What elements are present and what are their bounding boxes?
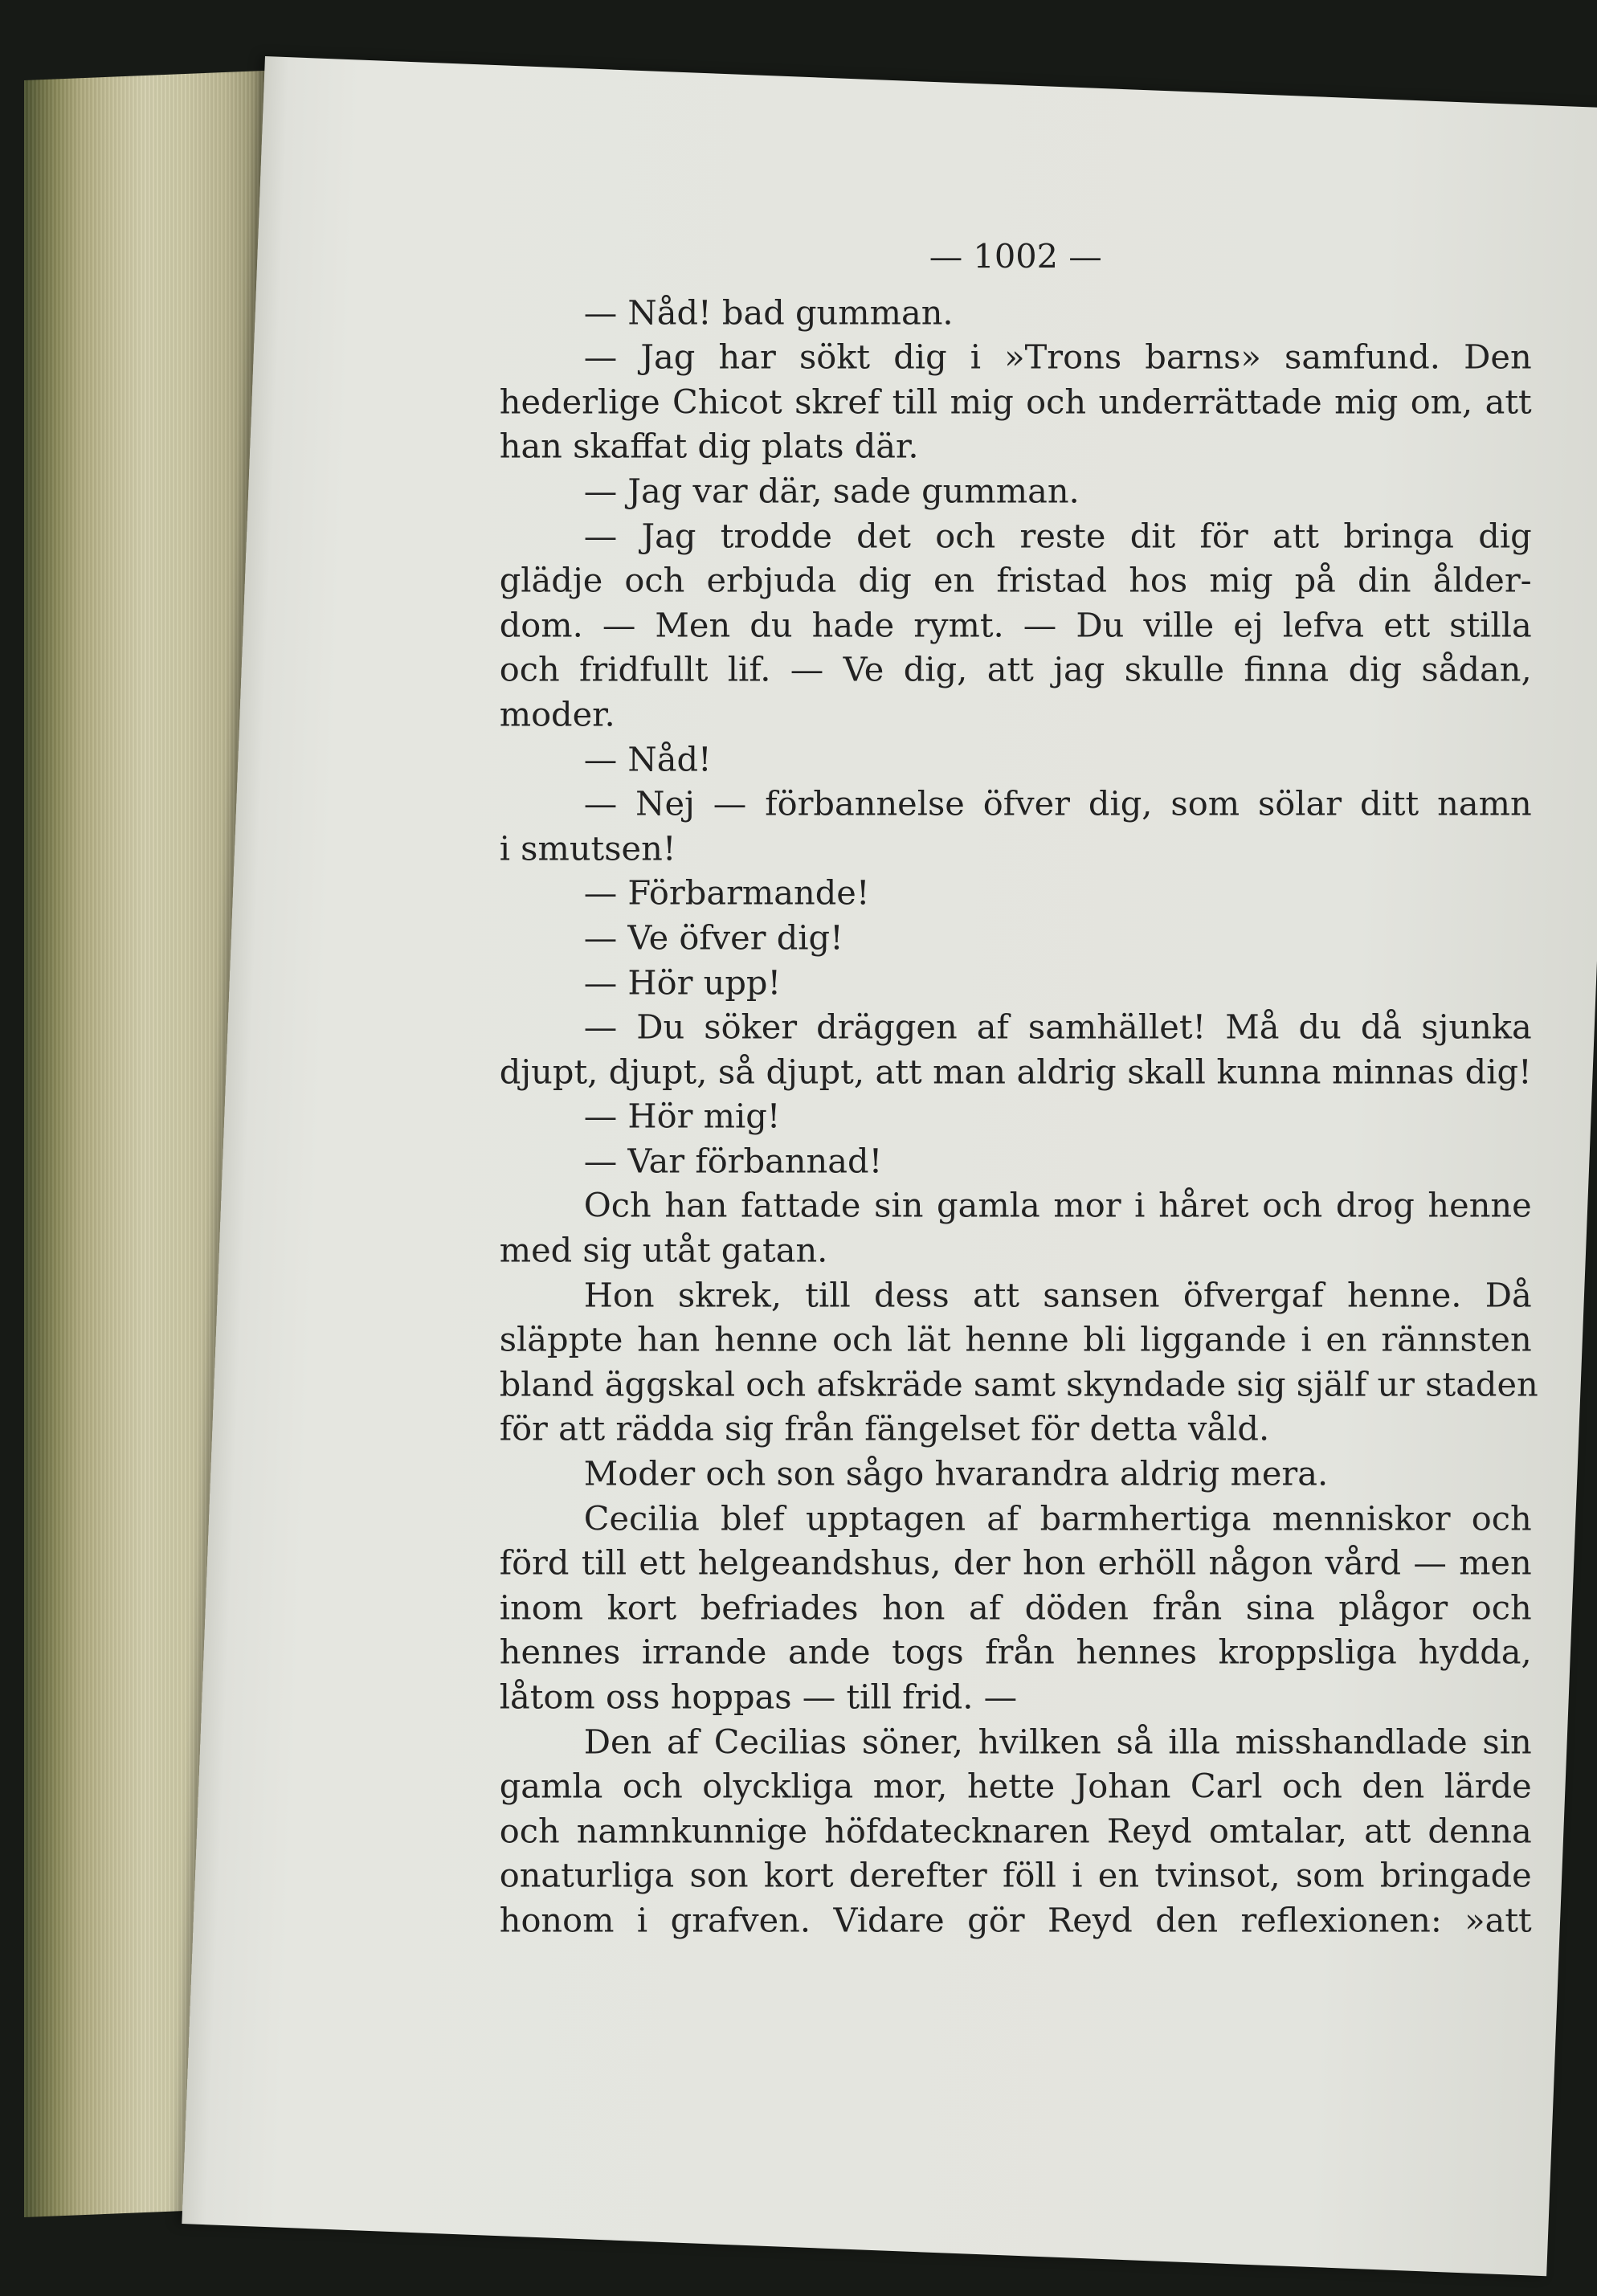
text-line: — Nej — förbannelse öfver dig, som sölar ditt namn bbox=[583, 783, 1532, 823]
text-line: — Var förbannad! bbox=[583, 1141, 883, 1181]
text-line: Och han fattade sin gamla mor i håret och drog henne bbox=[583, 1185, 1532, 1225]
text-line: djupt, djupt, så djupt, att man aldrig skall kunna minnas dig! bbox=[499, 1052, 1532, 1092]
text-line: Hon skrek, till dess att sansen öfvergaf henne. Då bbox=[583, 1275, 1532, 1315]
text-line: gamla och olyckliga mor, hette Johan Carl och den lärde bbox=[499, 1766, 1532, 1806]
text-line: han skaffat dig plats där. bbox=[499, 426, 919, 466]
text-line: — Ve öfver dig! bbox=[583, 917, 843, 958]
text-line: släppte han henne och lät henne bli liggande i en rännsten bbox=[499, 1319, 1532, 1359]
text-line: bland äggskal och afskräde samt skyndade sig själf ur staden bbox=[499, 1364, 1538, 1404]
text-line: — Nåd! bad gumman. bbox=[583, 292, 954, 332]
text-line: hederlige Chicot skref till mig och underrättade mig om, att bbox=[499, 382, 1532, 422]
text-line: glädje och erbjuda dig en fristad hos mig på din ålder- bbox=[499, 560, 1532, 600]
text-line: — Jag har sökt dig i »Trons barns» samfund. Den bbox=[583, 337, 1532, 377]
text-line: inom kort befriades hon af döden från sina plågor och bbox=[499, 1587, 1532, 1628]
text-line: honom i grafven. Vidare gör Reyd den reflexionen: »att bbox=[499, 1900, 1532, 1940]
text-line: dom. — Men du hade rymt. — Du ville ej lefva ett stilla bbox=[499, 605, 1532, 645]
text-line: med sig utåt gatan. bbox=[499, 1230, 828, 1270]
text-line: och fridfullt lif. — Ve dig, att jag skulle finna dig sådan, bbox=[499, 649, 1532, 689]
text-line: — Jag var där, sade gumman. bbox=[583, 471, 1080, 511]
text-line: Den af Cecilias söner, hvilken så illa misshandlade sin bbox=[583, 1721, 1532, 1761]
text-line: onaturliga son kort derefter föll i en tvinsot, som bringade bbox=[499, 1855, 1532, 1895]
text-line: — Hör mig! bbox=[583, 1096, 781, 1136]
text-line: — Du söker dräggen af samhället! Må du då sjunka bbox=[583, 1007, 1532, 1047]
page-text bbox=[499, 234, 1538, 1943]
text-line: i smutsen! bbox=[499, 828, 676, 868]
page-number: — 1002 — bbox=[929, 236, 1102, 276]
text-line: och namnkunnige höfdatecknaren Reyd omtalar, att denna bbox=[499, 1811, 1532, 1851]
book-page bbox=[182, 56, 1597, 2276]
text-line: — Förbarmande! bbox=[583, 872, 870, 913]
text-line: för att rädda sig från fängelset för detta våld. bbox=[499, 1408, 1270, 1448]
text-line: Moder och son sågo hvarandra aldrig mera. bbox=[583, 1453, 1329, 1493]
text-line: — Nåd! bbox=[583, 738, 712, 778]
body-text bbox=[499, 290, 1538, 1943]
text-line: hennes irrande ande togs från hennes kroppsliga hydda, bbox=[499, 1632, 1532, 1672]
text-line: moder. bbox=[499, 694, 615, 734]
text-line: — Jag trodde det och reste dit för att bringa dig bbox=[583, 515, 1532, 555]
text-line: — Hör upp! bbox=[583, 962, 782, 1002]
text-line: låtom oss hoppas — till frid. — bbox=[499, 1677, 1018, 1717]
text-line: förd till ett helgeandshus, der hon erhöll någon vård — men bbox=[499, 1542, 1532, 1583]
text-line: Cecilia blef upptagen af barmhertiga menniskor och bbox=[583, 1497, 1532, 1538]
